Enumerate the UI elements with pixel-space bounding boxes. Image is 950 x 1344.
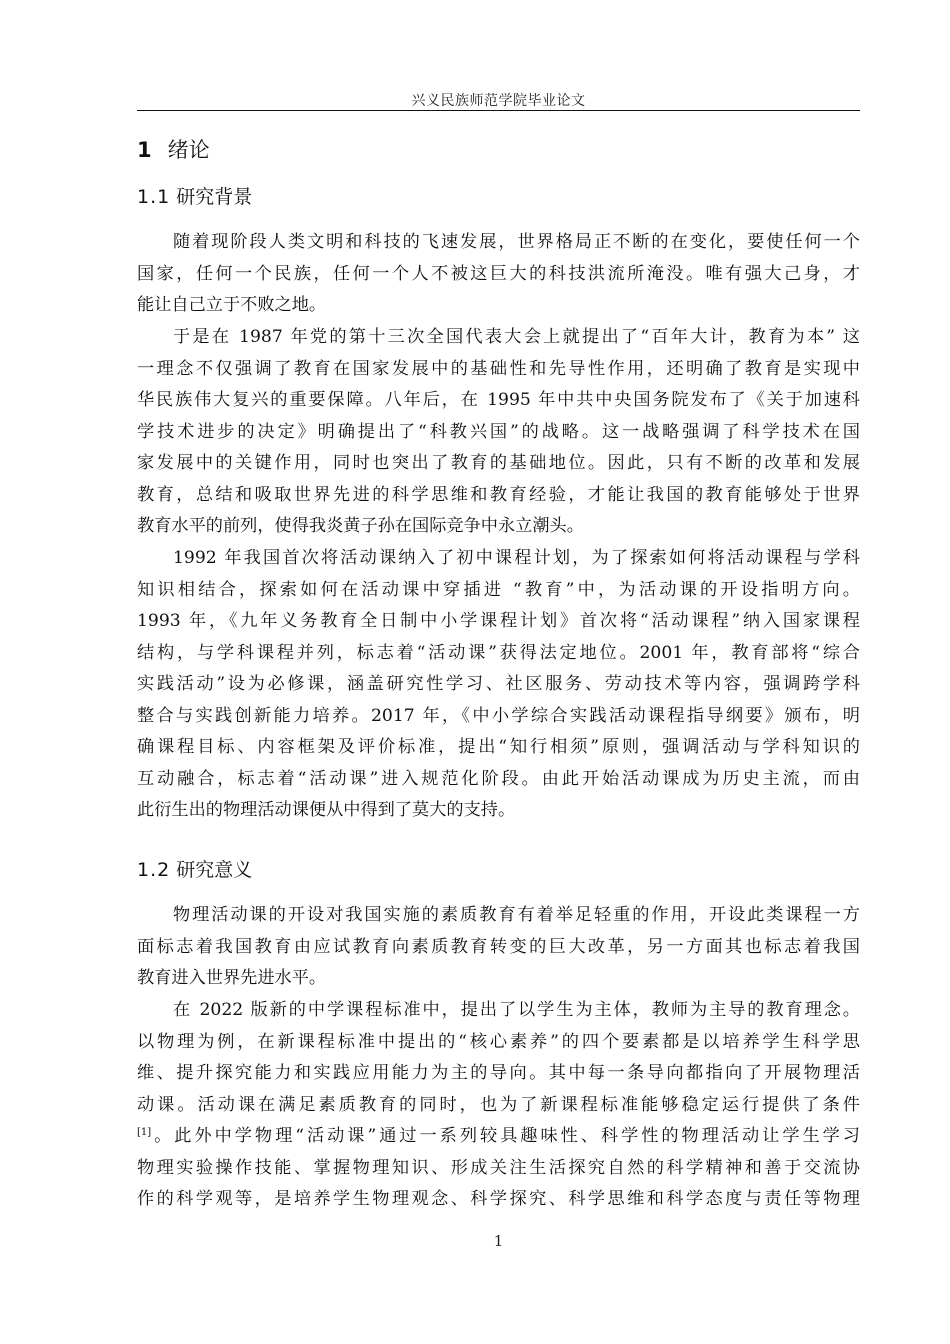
text-line: 教育，总结和吸取世界先进的科学思维和教育经验，才能让我国的教育能够处于世界 — [137, 484, 860, 505]
text-line: 国家，任何一个民族，任何一个人不被这巨大的科技洪流所淹没。唯有强大己身，才 — [137, 263, 860, 284]
text-line: 动课。活动课在满足素质教育的同时，也为了新课程标准能够稳定运行提供了条件 — [137, 1094, 860, 1115]
text-line: 面标志着我国教育由应试教育向素质教育转变的巨大改革，另一方面其也标志着我国 — [137, 936, 860, 957]
header-rule — [137, 110, 860, 111]
text-line: 教育水平的前列，使得我炎黄子孙在国际竞争中永立潮头。 — [137, 516, 584, 536]
paragraph — [137, 322, 860, 543]
chapter-number: 1 — [137, 138, 152, 162]
text-line: 此衍生出的物理活动课便从中得到了莫大的支持。 — [137, 800, 516, 820]
paragraph — [137, 900, 860, 995]
text-line: 维、提升探究能力和实践应用能力为主的导向。其中每一条导向都指向了开展物理活 — [137, 1063, 860, 1083]
text-line: 一理念不仅强调了教育在国家发展中的基础性和先导性作用，还明确了教育是实现中 — [137, 358, 860, 379]
section-heading-1-2 — [137, 855, 252, 882]
text-line: 随着现阶段人类文明和科技的飞速发展，世界格局正不断的在变化，要使任何一个 — [173, 232, 860, 252]
citation-marker[interactable]: [1] — [137, 1127, 152, 1138]
section-title: 研究意义 — [176, 859, 253, 881]
text-line: 于是在 1987 年党的第十三次全国代表大会上就提出了“百年大计，教育为本” 这 — [173, 327, 860, 347]
text-line: 华民族伟大复兴的重要保障。八年后，在 1995 年中共中央国务院发布了《关于加速科 — [137, 390, 860, 410]
text-line: 结构，与学科课程并列，标志着“活动课”获得法定地位。2001 年，教育部将“综合 — [137, 642, 860, 663]
paragraph — [137, 543, 860, 827]
text-line-with-citation: [1]。此外中学物理“活动课”通过一系列较具趣味性、科学性的物理活动让学生学习 — [137, 1126, 860, 1146]
paragraph — [137, 227, 860, 322]
text-line: 教育进入世界先进水平。 — [137, 968, 327, 988]
text-line: 学技术进步的决定》明确提出了“科教兴国”的战略。这一战略强调了科学技术在国 — [137, 421, 860, 442]
running-header: 兴义民族师范学院毕业论文 — [411, 93, 586, 109]
text-line: 知识相结合，探索如何在活动课中穿插进 “教育”中，为活动课的开设指明方向。 — [137, 579, 860, 600]
text-line: 互动融合，标志着“活动课”进入规范化阶段。由此开始活动课成为历史主流，而由 — [137, 768, 860, 789]
paragraph — [137, 995, 860, 1216]
text-line: 确课程目标、内容框架及评价标准，提出“知行相须”原则，强调活动与学科知识的 — [137, 737, 860, 757]
chapter-heading — [137, 134, 210, 164]
text-line: 物理实验操作技能、掌握物理知识、形成关注生活探究自然的科学精神和善于交流协 — [137, 1157, 860, 1178]
text-line: 1992 年我国首次将活动课纳入了初中课程计划，为了探索如何将活动课程与学科 — [173, 548, 860, 568]
text-line: 家发展中的关键作用，同时也突出了教育的基础地位。因此，只有不断的改革和发展 — [137, 453, 860, 473]
section-number: 1.2 — [137, 859, 171, 881]
page-number: 1 — [493, 1232, 504, 1250]
text-line: 物理活动课的开设对我国实施的素质教育有着举足轻重的作用，开设此类课程一方 — [173, 905, 860, 925]
text-line: 整合与实践创新能力培养。2017 年，《中小学综合实践活动课程指导纲要》颁布，明 — [137, 705, 860, 726]
section-title: 研究背景 — [176, 186, 253, 208]
text-line: 能让自己立于不败之地。 — [137, 295, 327, 315]
text-line: 实践活动”设为必修课，涵盖研究性学习、社区服务、劳动技术等内容，强调跨学科 — [137, 674, 860, 694]
text-line: 1993 年，《九年义务教育全日制中小学课程计划》首次将“活动课程”纳入国家课程 — [137, 611, 860, 631]
section-heading-1-1 — [137, 182, 252, 209]
text-line: 作的科学观等，是培养学生物理观念、科学探究、科学思维和科学态度与责任等物理 — [137, 1189, 860, 1209]
text-line: 以物理为例，在新课程标准中提出的“核心素养”的四个要素都是以培养学生科学思 — [137, 1031, 860, 1052]
chapter-title: 绪论 — [167, 138, 210, 162]
section-number: 1.1 — [137, 186, 171, 208]
text-line: 在 2022 版新的中学课程标准中，提出了以学生为主体，教师为主导的教育理念。 — [173, 1000, 860, 1020]
